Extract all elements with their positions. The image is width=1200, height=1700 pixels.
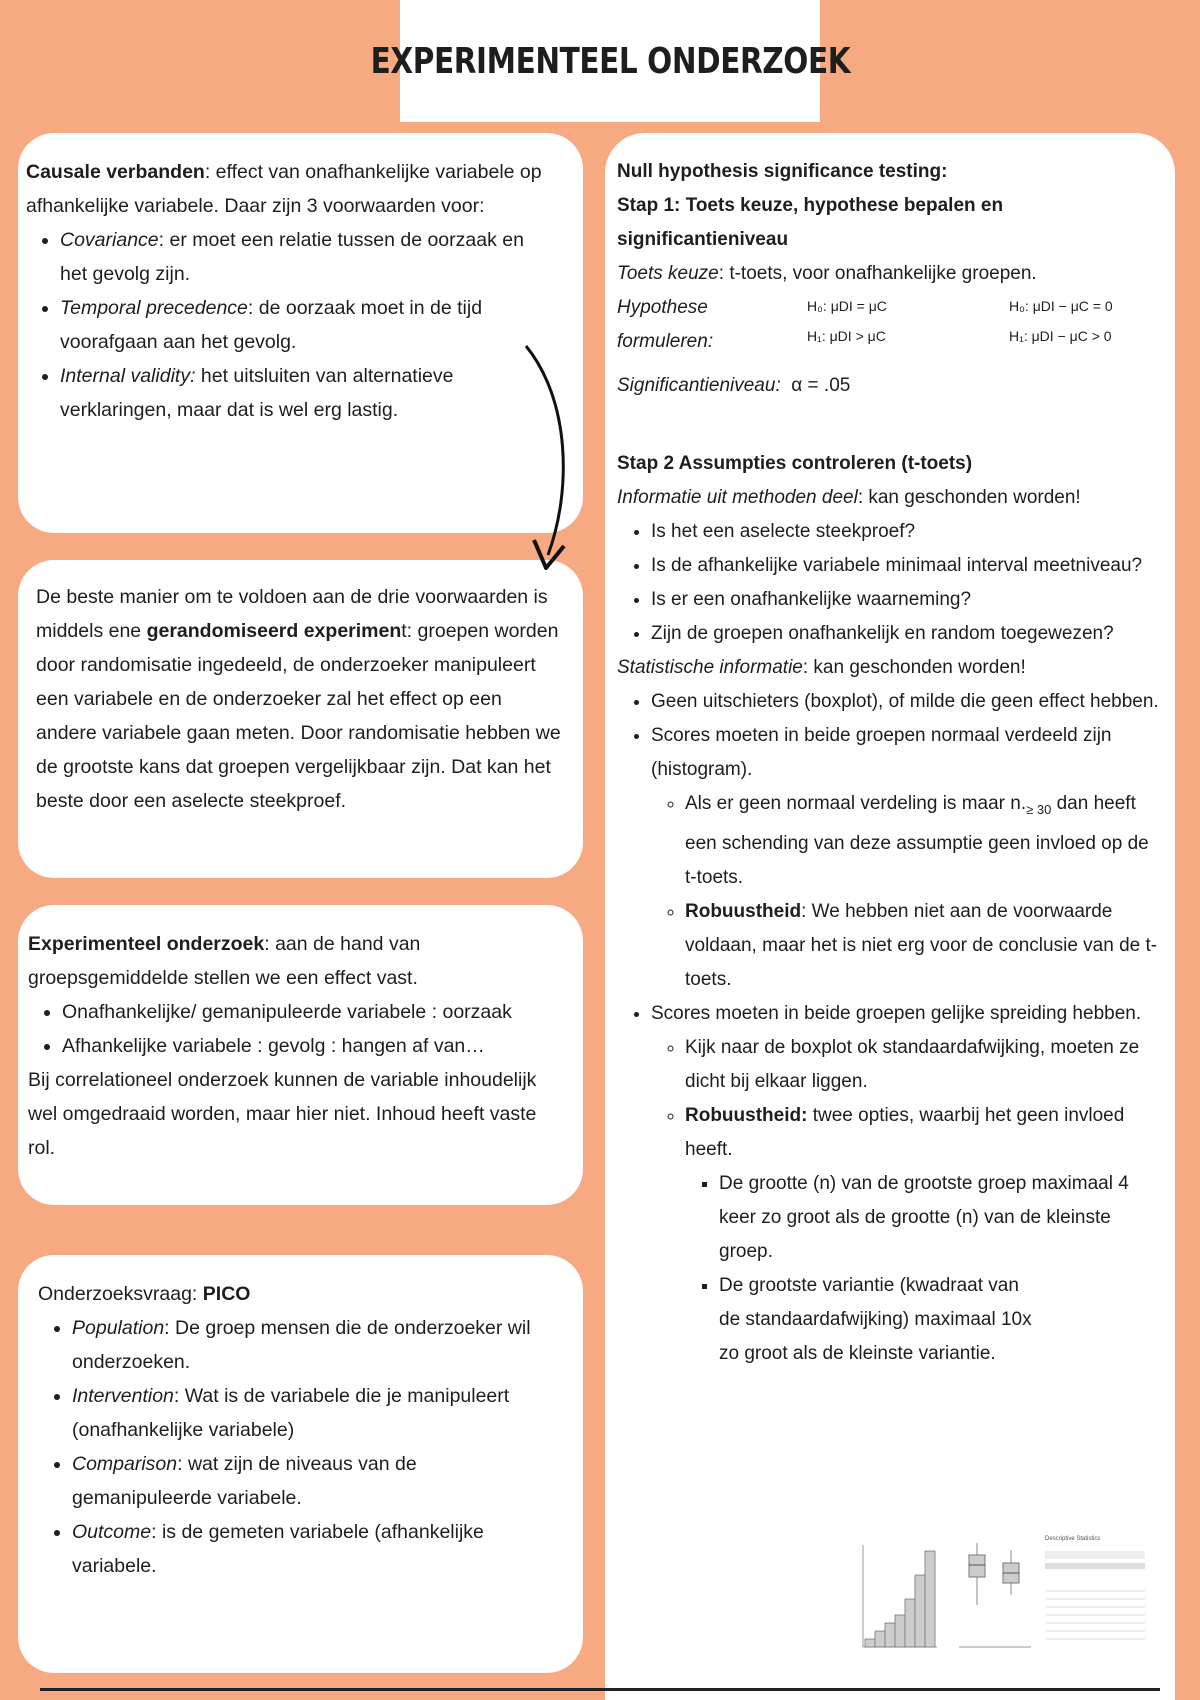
step1-title: Stap 1: Toets keuze, hypothese bepalen en significantieniveau xyxy=(617,195,1004,250)
histogram-bar xyxy=(885,1623,895,1647)
causal-term: Causale verbanden xyxy=(26,161,205,183)
list-item: • Outcome: is de gemeten variabele (afhankelijke variabele. xyxy=(72,1515,561,1583)
stats-table-thumbnail: Descriptive Statistics xyxy=(1045,1535,1145,1655)
experiment-card xyxy=(18,560,583,878)
pico-list xyxy=(38,1311,561,1583)
list-item: • Zijn de groepen onafhankelijk en random toegewezen? xyxy=(651,617,1163,651)
curved-arrow-icon xyxy=(520,340,600,590)
causal-lead xyxy=(26,155,553,223)
causal-list xyxy=(26,223,553,427)
list-item: • Scores moeten in beide groepen gelijke spreiding hebben. ◦ Kijk naar de boxplot ok standaardafwijking, moeten ze dicht bij elkaar liggen. ◦ Robuustheid: twee opties, waarbij het geen invloed heeft. ▪ De grootte (n) van de grootste groep maximaal 4 keer zo groot als de grootte (n) van de kleinste groep. ▪ De grootste variantie (kwadraat van de standaardafwijking) maximaal 10x zo groot als de kleinste variantie. xyxy=(651,997,1163,1371)
list-item: ◦ Kijk naar de boxplot ok standaardafwijking, moeten ze dicht bij elkaar liggen. xyxy=(685,1031,1163,1099)
list-item: ◦ Als er geen normaal verdeling is maar $n._{\ge 30}$ dan heeft een schending van deze assumptie geen invloed op de t-toets. xyxy=(685,787,1163,895)
histogram-bar xyxy=(865,1639,875,1647)
list-item: • Geen uitschieters (boxplot), of milde die geen effect hebben. xyxy=(651,685,1163,719)
spss-output-thumbnails xyxy=(855,1535,1145,1655)
list-item: ▪ De grootte (n) van de grootste groep maximaal 4 keer zo groot als de grootte (n) van de kleinste groep. xyxy=(719,1167,1163,1269)
list-item: • Afhankelijke variabele : gevolg : hangen af van… xyxy=(62,1029,561,1063)
title-box xyxy=(370,0,850,122)
list-item: • Internal validity: het uitsluiten van alternatieve verklaringen, maar dat is wel erg lastig. xyxy=(60,359,553,427)
alpha-value: α = .05 xyxy=(791,375,851,396)
histogram-bar xyxy=(915,1575,925,1647)
correlation-note: Bij correlationeel onderzoek kunnen de variable inhoudelijk wel omgedraaid worden, maar hier niet. Inhoud heeft vaste rol. xyxy=(28,1069,537,1159)
step2-title: Stap 2 Assumpties controleren (t-toets) xyxy=(617,453,973,474)
list-item: • Is het een aselecte steekproef? xyxy=(651,515,1163,549)
variable-list xyxy=(28,995,561,1063)
experimental-research-card: Experimenteel onderzoek: aan de hand van groepsgemiddelde stellen we een effect vast. • Onafhankelijke/ gemanipuleerde variabele : oorzaak • Afhankelijke variabele : gevolg : hangen af van… Bij correlationeel onderzoek kunnen de variable inhoudelijk wel omgedraaid worden, maar hier niet. Inhoud heeft vaste rol. xyxy=(18,905,583,1205)
bottom-divider xyxy=(40,1688,1160,1691)
nhst-heading: Null hypothesis significance testing: xyxy=(617,161,948,182)
list-item: ◦ Robuustheid: twee opties, waarbij het geen invloed heeft. ▪ De grootte (n) van de grootste groep maximaal 4 keer zo groot als de grootte (n) van de kleinste groep. ▪ De grootste variantie (kwadraat van de standaardafwijking) maximaal 10x zo groot als de kleinste variantie. xyxy=(685,1099,1163,1371)
list-item: ▪ De grootste variantie (kwadraat van de standaardafwijking) maximaal 10x zo groot als de kleinste variantie. xyxy=(719,1269,1163,1371)
list-item: • Comparison: wat zijn de niveaus van de gemanipuleerde variabele. xyxy=(72,1447,561,1515)
list-item: • Intervention: Wat is de variabele die je manipuleert (onafhankelijke variabele) xyxy=(72,1379,561,1447)
list-item: • Is er een onafhankelijke waarneming? xyxy=(651,583,1163,617)
page-title: EXPERIMENTEEL ONDERZOEK xyxy=(370,40,850,82)
list-item: • Scores moeten in beide groepen normaal verdeeld zijn (histogram). ◦ Als er geen normaal verdeling is maar $n._{\ge 30}$ dan heeft een schending van deze assumptie geen invloed op de t-toets. ◦ Robuustheid: We hebben niet aan de voorwaarde voldaan, maar het is niet erg voor de conclusie van de t-toets. xyxy=(651,719,1163,997)
list-item: • Population: De groep mensen die de onderzoeker wil onderzoeken. xyxy=(72,1311,561,1379)
hypothesis-row: Hypothese formuleren: H₀: μDI = μC H₁: μDI > μC H₀: μDI − μC = 0 H₁: μDI − μC > 0 xyxy=(617,297,1113,352)
list-item: ◦ Robuustheid: We hebben niet aan de voorwaarde voldaan, maar het is niet erg voor de conclusie van de t-toets. xyxy=(685,895,1163,997)
list-item: • Temporal precedence: de oorzaak moet in de tijd voorafgaan aan het gevolg. xyxy=(60,291,553,359)
nhst-card: Null hypothesis significance testing: Stap 1: Toets keuze, hypothese bepalen en significantieniveau Toets keuze: t-toets, voor onafhankelijke groepen. Hypothese formuleren: H₀: μDI = μC H₁: μDI > μC H₀: μDI − μC = 0 H₁: μDI − μC > 0 Significantieniveau: α = .05 Stap 2 Assumpties controleren (t-toets) Informatie uit methoden deel: kan geschonden worden! • Is het een aselecte steekproef? • Is de afhankelijke variabele minimaal interval meetniveau? • Is er een onafhankelijke waarneming? • Zijn de groepen onafhankelijk en random toegewezen? Statistische informatie: kan geschonden worden! • Geen uitschieters (boxplot), of milde die geen effect hebben. • Scores moeten in beide groepen normaal verdeeld zijn (histogram). ◦ Als er geen normaal verdeling is maar $n._{\ge 30}$ dan heeft een schending van deze assumptie geen invloed op de t-toets. ◦ Robuustheid: We hebben niet aan de voorwaarde voldaan, maar het is niet erg voor de conclusie van de t-toets. • Scores moeten in beide groepen gelijke spreiding hebben. ◦ Kijk naar de boxplot ok standaardafwijking, moeten ze dicht bij elkaar liggen. ◦ Robuustheid: twee opties, waarbij het geen invloed heeft. ▪ De grootte (n) van de grootste groep maximaal 4 keer zo groot als de grootte (n) van de kleinste groep. ▪ De grootste variantie (kwadraat van de standaardafwijking) maximaal 10x zo groot als de kleinste variantie. xyxy=(605,133,1175,1700)
histogram-bar xyxy=(895,1615,905,1647)
list-item: • Covariance: er moet een relatie tussen de oorzaak en het gevolg zijn. xyxy=(60,223,553,291)
list-item: • Is de afhankelijke variabele minimaal interval meetniveau? xyxy=(651,549,1163,583)
histogram-bar xyxy=(905,1599,915,1647)
causal-text: : effect van onafhankelijke variabele op afhankelijke variabele. Daar zijn 3 voorwaarden voor: xyxy=(26,161,542,217)
histogram-bar xyxy=(925,1551,935,1647)
histogram-bar xyxy=(875,1631,885,1647)
stat-list xyxy=(617,685,1163,1371)
list-item: • Onafhankelijke/ gemanipuleerde variabele : oorzaak xyxy=(62,995,561,1029)
experiment-text: De beste manier om te voldoen aan de drie voorwaarden is middels ene gerandomiseerd experiment: groepen worden door randomisatie ingedeeld, de onderzoeker manipuleert een variabele en de onderzoeker zal het effect op een andere variabele gaan meten. Door randomisatie hebben we de grootste kans dat groepen vergelijkbaar zijn. Dat kan het beste door een aselecte steekproef. xyxy=(36,586,561,812)
boxplot-thumbnail xyxy=(955,1535,1035,1655)
causal-card xyxy=(18,133,583,533)
method-list xyxy=(617,515,1163,651)
pico-card: Onderzoeksvraag: PICO • Population: De groep mensen die de onderzoeker wil onderzoeken. • Intervention: Wat is de variabele die je manipuleert (onafhankelijke variabele) • Comparison: wat zijn de niveaus van de gemanipuleerde variabele. • Outcome: is de gemeten variabele (afhankelijke variabele. xyxy=(18,1255,583,1673)
